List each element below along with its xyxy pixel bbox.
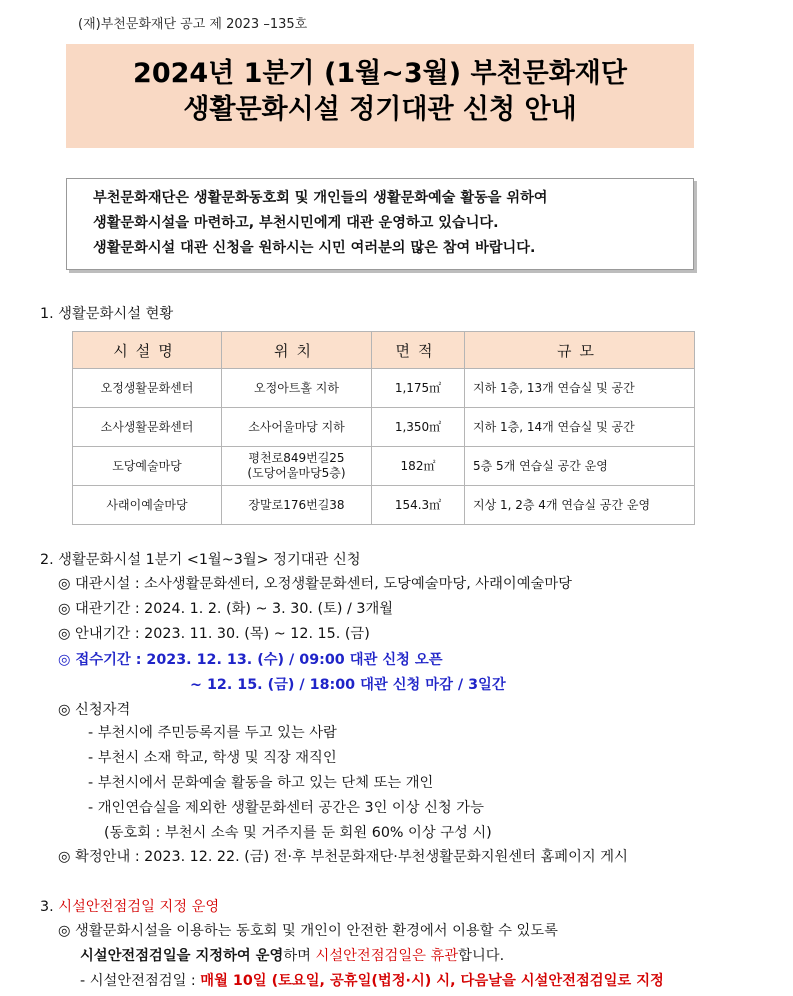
intro-line-1: 부천문화재단은 생활문화동호회 및 개인들의 생활문화예술 활동을 위하여 [93,190,548,206]
cell-facility-name: 소사생활문화센터 [73,408,222,447]
section-3-title: 시설안전점검일 지정 운영 [58,899,220,915]
receipt-period-end: ~ 12. 15. (금) / 18:00 대관 신청 마감 / 3일간 [190,677,506,693]
header-location: 위치 [222,332,372,369]
cell-location: 장말로176번길38 [222,486,372,525]
rental-period-text: 대관기간 : 2024. 1. 2. (화) ~ 3. 30. (토) / 3개월 [75,601,394,617]
qualification-title: 신청자격 [75,702,131,718]
cell-area: 1,175㎡ [372,369,465,408]
bullet-icon: ◎ [58,626,71,642]
bullet-icon: ◎ [58,849,71,865]
safety-text: 하며 [283,948,316,964]
intro-line-3: 생활문화시설 대관 신청을 원하시는 시민 여러분의 많은 참여 바랍니다. [93,240,536,256]
title-line-1: 2024년 1분기 (1월~3월) 부천문화재단 [133,58,627,89]
qualification-item: - 부천시에서 문화예술 활동을 하고 있는 단체 또는 개인 [88,775,434,791]
notice-number: (재)부천문화재단 공고 제 2023 –135호 [78,17,308,32]
cell-area: 1,350㎡ [372,408,465,447]
safety-closure: 시설안전점검일은 휴관 [315,948,459,964]
cell-scale: 지상 1, 2층 4개 연습실 공간 운영 [465,486,695,525]
cell-location-line-2: (도당어울마당5층) [247,466,346,480]
guide-period-text: 안내기간 : 2023. 11. 30. (목) ~ 12. 15. (금) [75,626,370,642]
cell-scale: 5층 5개 연습실 공간 운영 [465,447,695,486]
safety-date-value: 매월 10일 (토요일, 공휴일(법정·시) 시, 다음날을 시설안전점검일로 지정 [200,973,664,989]
section-3-number: 3. [40,899,54,915]
cell-facility-name: 사래이예술마당 [73,486,222,525]
confirmation [58,846,628,866]
cell-area: 182㎡ [372,447,465,486]
safety-line-3 [80,970,664,990]
cell-facility-name: 오정생활문화센터 [73,369,222,408]
qualification [58,699,130,719]
bullet-icon: ◎ [58,601,71,617]
table-header-row [73,332,695,369]
cell-location: 오정아트홀 지하 [222,369,372,408]
qualification-item: - 부천시에 주민등록지를 두고 있는 사람 [88,725,337,741]
table-row [73,447,695,486]
receipt-period-text: 접수기간 : 2023. 12. 13. (수) / 09:00 대관 신청 오픈 [75,652,443,668]
header-facility-name: 시설명 [73,332,222,369]
section-3-heading [40,896,219,916]
qualification-item: - 개인연습실을 제외한 생활문화센터 공간은 3인 이상 신청 가능 [88,800,484,816]
safety-line-1 [58,920,558,940]
cell-location: 소사어울마당 지하 [222,408,372,447]
section-1-heading: 1. 생활문화시설 현황 [40,306,174,322]
receipt-period [58,649,443,669]
section-2-heading: 2. 생활문화시설 1분기 <1월~3월> 정기대관 신청 [40,552,361,568]
intro-line-2: 생활문화시설을 마련하고, 부천시민에게 대관 운영하고 있습니다. [93,215,499,231]
header-scale: 규모 [465,332,695,369]
cell-facility-name: 도당예술마당 [73,447,222,486]
bullet-icon: ◎ [58,652,71,668]
confirmation-text: 확정안내 : 2023. 12. 22. (금) 전·후 부천문화재단·부천생활문화지원센터 홈페이지 게시 [75,849,628,865]
intro-box [66,178,694,270]
qualification-note: (동호회 : 부천시 소속 및 거주지를 둔 회원 60% 이상 구성 시) [104,825,492,841]
title-banner [66,44,694,148]
cell-area: 154.3㎡ [372,486,465,525]
qualification-item: - 부천시 소재 학교, 학생 및 직장 재직인 [88,750,337,766]
bullet-icon: ◎ [58,923,71,939]
rental-facilities-text: 대관시설 : 소사생활문화센터, 오정생활문화센터, 도당예술마당, 사래이예술마당 [75,576,572,592]
bullet-icon: ◎ [58,702,71,718]
guide-period [58,623,370,643]
safety-line-2 [80,945,504,965]
facility-table [72,331,695,525]
table-row [73,369,695,408]
safety-designation: 시설안전점검일을 지정하여 운영 [80,948,284,964]
cell-scale: 지하 1층, 13개 연습실 및 공간 [465,369,695,408]
safety-text-end: 합니다. [458,948,505,964]
header-area: 면적 [372,332,465,369]
table-row [73,408,695,447]
cell-location [222,447,372,486]
rental-period [58,598,393,618]
cell-location-line-1: 평천로849번길25 [248,451,345,465]
safety-line-1-text: 생활문화시설을 이용하는 동호회 및 개인이 안전한 환경에서 이용할 수 있도록 [75,923,558,939]
safety-date-label: - 시설안전점검일 : [80,973,201,989]
cell-scale: 지하 1층, 14개 연습실 및 공간 [465,408,695,447]
title-line-2: 생활문화시설 정기대관 신청 안내 [183,94,577,125]
rental-facilities [58,573,572,593]
bullet-icon: ◎ [58,576,71,592]
table-row [73,486,695,525]
